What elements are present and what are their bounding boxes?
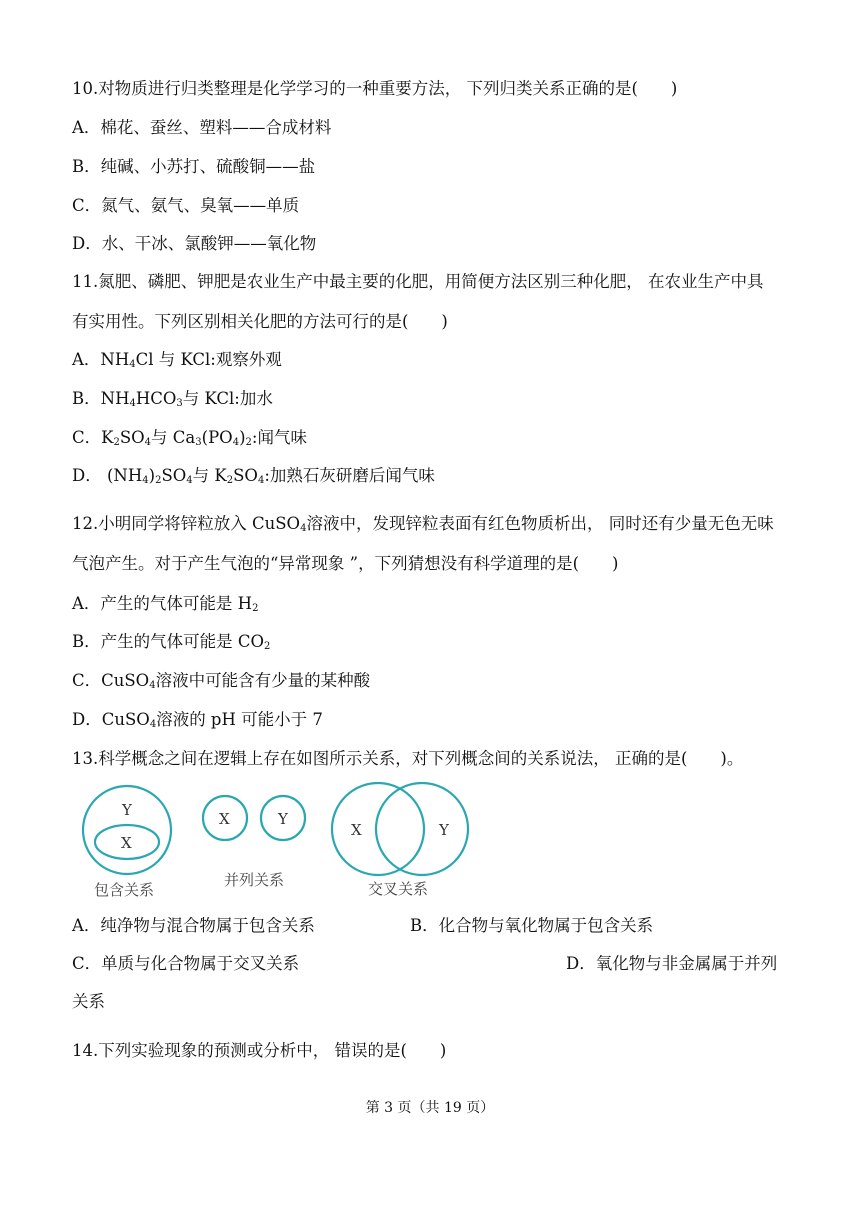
q10-option-d: D．水、干冰、氯酸钾——氧化物: [72, 234, 317, 253]
cross-diagram: [332, 783, 468, 898]
parallel-y-label: Y: [278, 810, 288, 828]
q10-option-c: C．氮气、氨气、臭氧——单质: [72, 196, 300, 215]
q11-option-d: D． $(NH_4)_2SO_4$与 $K_2SO_4$:加熟石灰研磨后闻气味: [72, 466, 435, 486]
q12-option-a: A．产生的气体可能是 $H_2$: [72, 594, 259, 614]
q13-option-c: C．单质与化合物属于交叉关系: [72, 954, 300, 973]
q13-option-d-continued: 关系: [72, 992, 105, 1011]
q12-option-c: C．CuSO$_4$溶液中可能含有少量的某种酸: [72, 671, 371, 691]
cross-caption: 交叉关系: [368, 880, 429, 898]
parallel-caption: 并列关系: [224, 871, 285, 889]
q11-stem-line2: 有实用性。下列区别相关化肥的方法可行的是( ): [72, 312, 448, 331]
q10-option-b: B．纯碱、小苏打、硫酸铜——盐: [72, 157, 316, 176]
q10-option-a: A．棉花、蚕丝、塑料——合成材料: [72, 118, 332, 137]
q11-option-b: B．$NH_4HCO_3$与 KCl:加水: [72, 389, 273, 409]
inclusion-diagram: [83, 786, 171, 899]
parallel-x-label: X: [219, 810, 230, 828]
q12-option-d: D．CuSO$_4$溶液的 pH 可能小于 7: [72, 710, 323, 730]
q12-stem-line1: 12.小明同学将锌粒放入 CuSO$_4$溶液中，发现锌粒表面有红色物质析出， 同时还有少量无色无味: [72, 514, 774, 534]
q11-option-c: C．$K_2SO_4$与 $Ca_3(PO_4)_2$:闻气味: [72, 428, 307, 448]
inclusion-y-label: Y: [122, 801, 132, 819]
cross-y-label: Y: [439, 821, 449, 839]
q11-stem-line1: 11.氮肥、磷肥、钾肥是农业生产中最主要的化肥，用简便方法区别三种化肥， 在农业生产中具: [72, 272, 764, 291]
q12-option-b: B．产生的气体可能是 $CO_2$: [72, 632, 271, 652]
q12-stem-line2: 气泡产生。对于产生气泡的“异常现象 ”，下列猜想没有科学道理的是( ): [72, 554, 619, 573]
q14-stem: 14.下列实验现象的预测或分析中， 错误的是( ): [72, 1041, 447, 1060]
cross-y-circle: [376, 783, 468, 875]
concept-relation-diagram: [72, 782, 492, 904]
inclusion-outer-circle: [83, 786, 171, 874]
q13-option-d: D．氧化物与非金属属于并列: [566, 954, 778, 973]
q11-option-a: A．$NH_4Cl$ 与 KCl:观察外观: [72, 350, 282, 370]
inclusion-x-label: X: [121, 834, 132, 852]
inclusion-caption: 包含关系: [94, 881, 155, 899]
cross-x-label: X: [351, 821, 362, 839]
page-footer: 第 3 页（共 19 页）: [365, 1100, 495, 1116]
q13-stem: 13.科学概念之间在逻辑上存在如图所示关系，对下列概念间的关系说法， 正确的是( )。: [72, 749, 744, 768]
q10-stem: 10.对物质进行归类整理是化学学习的一种重要方法， 下列归类关系正确的是( ): [72, 79, 678, 98]
q13-option-a: A．纯净物与混合物属于包含关系: [72, 916, 315, 935]
q13-option-b: B．化合物与氧化物属于包含关系: [410, 916, 654, 935]
cross-x-circle: [332, 783, 424, 875]
parallel-diagram: [203, 796, 305, 889]
